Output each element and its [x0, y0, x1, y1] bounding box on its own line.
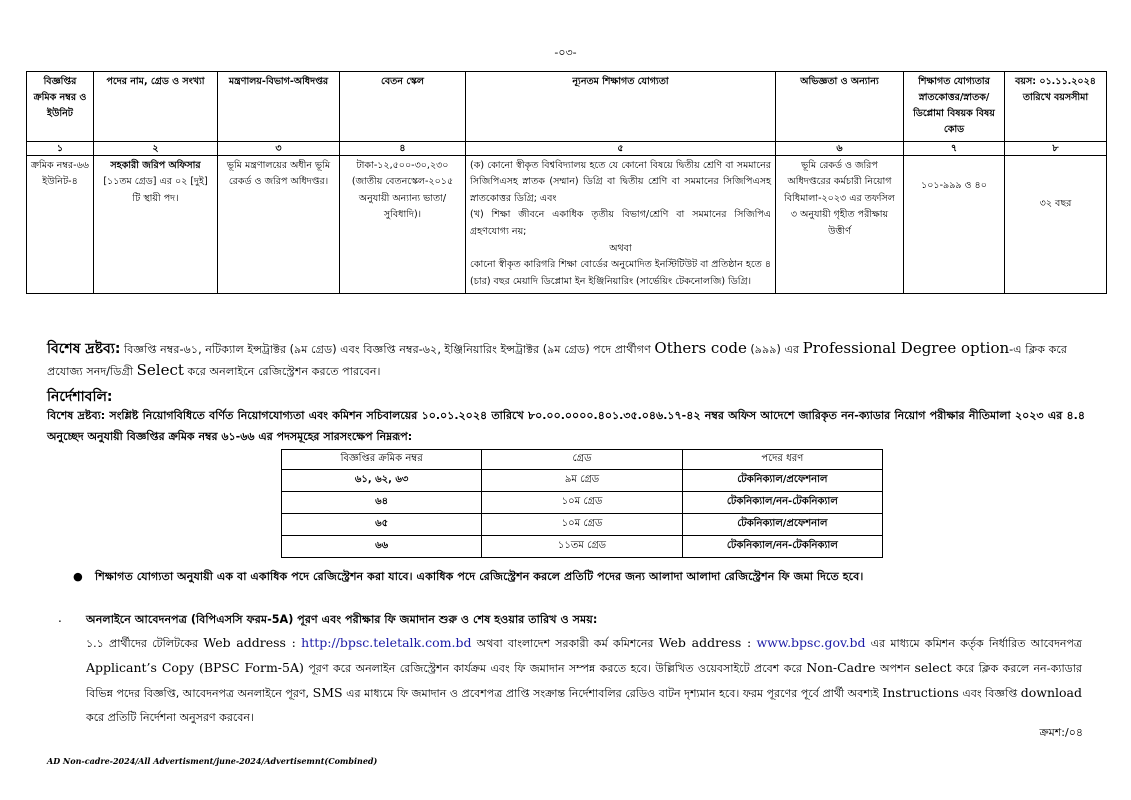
col-num: ৮	[1005, 141, 1107, 155]
apply-text: এর মাধ্যমে কমিশন কর্তৃক নির্ধারিত আবেদনপত্র	[865, 637, 1083, 650]
apply-section-title: অনলাইনে আবেদনপত্র (বিপিএসসি ফরম-5A) পূরণ এবং পরীক্ষার ফি জমাদান শুরু ও শেষ হওয়ার তারিখ ও সময়:	[86, 613, 598, 626]
apply-text: পূরণ করে অনলাইন রেজিস্ট্রেশন কার্যক্রম এবং ফি জমাদান সম্পন্ন করতে হবে। উল্লিখিত ওয়েবসাইটে প্রবেশ করে	[303, 662, 807, 675]
download-text: download	[1020, 685, 1082, 700]
qualification-a: (ক) কোনো স্বীকৃত বিশ্ববিদ্যালয় হতে যে কোনো বিষয়ে দ্বিতীয় শ্রেণি বা সমমানের সিজিপিএসহ স্নাতক (সম্মান) ডিগ্রি বা দ্বিতীয় শ্রেণি বা সমমানের সিজিপিএসহ স্নাতকোত্তর ডিগ্রি; এবং	[470, 159, 771, 204]
grade-cell: ১০ম গ্রেড	[482, 492, 682, 514]
post-name: সহকারী জরিপ অফিসার	[110, 159, 201, 171]
column-number-row	[27, 141, 1107, 155]
apply-text: অথবা বাংলাদেশ সরকারী কর্ম কমিশনের	[471, 637, 659, 650]
applicant-copy-text: Applicant’s Copy (BPSC Form-5A)	[86, 660, 304, 675]
note-text: (৯৯৯) এর	[746, 343, 803, 356]
bullet-icon: ●	[73, 570, 83, 583]
grade-cell: ৬৪	[282, 492, 482, 514]
cell-subject-code: ১০১-৯৯৯ ও ৪০	[904, 155, 1005, 293]
table-row	[282, 470, 883, 492]
continued-marker: ক্রমশ:/০৪	[1039, 726, 1083, 739]
col-num: ২	[94, 141, 218, 155]
cell-qualification	[466, 155, 776, 293]
apply-section-body	[86, 631, 1082, 730]
apply-text: করে প্রতিটি নির্দেশনা অনুসরণ করবেন।	[86, 711, 254, 724]
note-text: সংশ্লিষ্ট নিয়োগবিধিতে বর্ণিত নিয়োগযোগ্যতা এবং কমিশন সচিবালয়ের ১০.০১.২০২৪ তারিখে ৮০.০০.০০০০.৪০১.৩৫.০৪৬.১৭-৪২ নম্বর অফিস আদেশে জারিকৃত নন-ক্যাডার নিয়োগ পরীক্ষার নীতিমালা ২০২৩ এর ৪.৪ অনুচ্ছেদ অনুযায়ী বিজ্ঞপ্তির ক্রমিক নম্বর ৬১-৬৬ এর পদসমূহের সারসংক্ষেপ নিম্নরূপ:	[47, 409, 1085, 443]
header-subject-code: শিক্ষাগত যোগ্যতার স্নাতকোত্তর/স্নাতক/ ডিপ্লোমা বিষয়ক বিষয় কোড	[904, 72, 1005, 142]
grade-cell: ১০ম গ্রেড	[482, 514, 682, 536]
header-post: পদের নাম, গ্রেড ও সংখ্যা	[94, 72, 218, 142]
grade-cell: ৬৫	[282, 514, 482, 536]
cell-experience: ভূমি রেকর্ড ও জরিপ অধিদপ্তরের কর্মচারী নিয়োগ বিধিমালা-২০২৩ এর তফসিল ৩ অনুযায়ী গৃহীত পরীক্ষায় উত্তীর্ণ	[776, 155, 904, 293]
footer-path: AD Non-cadre-2024/All Advertisment/june-2024/Advertisemnt(Combined)	[47, 756, 378, 766]
apply-text: ১.১ প্রার্থীদের টেলিটকের	[86, 637, 204, 650]
post-detail: [১১তম গ্রেড] এর ০২ [দুই] টি স্থায়ী পদ।	[103, 176, 208, 204]
web-address-label: Web address :	[203, 635, 296, 650]
col-num: ৪	[340, 141, 466, 155]
table-row	[282, 492, 883, 514]
qualification-b: (খ) শিক্ষা জীবনে একাধিক তৃতীয় বিভাগ/শ্রেণি বা সমমানের সিজিপিএ গ্রহণযোগ্য নয়;	[470, 209, 771, 238]
list-dot-icon: .	[58, 611, 62, 625]
bpsc-link[interactable]: www.bpsc.gov.bd	[756, 635, 866, 650]
table-row	[282, 536, 883, 558]
qualification-c: কোনো স্বীকৃত কারিগরি শিক্ষা বোর্ডের অনুমোদিত ইনস্টিটিউট বা প্রতিষ্ঠান হতে ৪ (চার) বছর মেয়াদি ডিপ্লোমা ইন ইঞ্জিনিয়ারিং (সার্ভেয়িং টেকনোলজি) ডিগ্রি।	[470, 259, 771, 287]
grade-cell: ৬১, ৬২, ৬৩	[282, 470, 482, 492]
header-experience: অভিজ্ঞতা ও অন্যান্য	[776, 72, 904, 142]
note-text: করে অনলাইনে রেজিস্ট্রেশন করতে পারবেন।	[183, 365, 381, 378]
header-serial: বিজ্ঞপ্তির ক্রমিক নম্বর ও ইউনিট	[27, 72, 94, 142]
table-row	[27, 155, 1107, 293]
grade-header: পদের ধরণ	[682, 450, 882, 470]
header-ministry: মন্ত্রণালয়-বিভাগ-অধিদপ্তর	[218, 72, 340, 142]
bullet-note	[73, 568, 1093, 587]
note-text: -এ ক্লিক করে প্রযোজ্য সনদ/ডিগ্রী	[47, 343, 1068, 378]
special-note-label: বিশেষ দ্রষ্টব্য:	[47, 409, 106, 422]
special-note-2	[47, 405, 1085, 447]
grade-cell: টেকনিক্যাল/প্রফেশনাল	[682, 470, 882, 492]
bullet-text: শিক্ষাগত যোগ্যতা অনুযায়ী এক বা একাধিক পদে রেজিস্ট্রেশন করা যাবে। একাধিক পদে রেজিস্ট্রেশন করলে প্রতিটি পদের জন্য আলাদা আলাদা রেজিস্ট্রেশন ফি জমা দিতে হবে।	[95, 570, 864, 583]
col-num: ৩	[218, 141, 340, 155]
web-address-label: Web address :	[658, 635, 752, 650]
grade-header: গ্রেড	[482, 450, 682, 470]
apply-text: এবং বিজ্ঞপ্তি	[958, 687, 1021, 700]
col-num: ৭	[904, 141, 1005, 155]
apply-text: করে ক্লিক করলে নন-ক্যাডার বিভিন্ন পদের বিজ্ঞপ্তি, আবেদনপত্র অনলাইনে পূরণ,	[86, 662, 1082, 700]
post-details-table	[26, 71, 1107, 294]
table-row	[282, 514, 883, 536]
instructions-text: Instructions	[882, 685, 959, 700]
table-header-row	[27, 72, 1107, 142]
page-number: -০৩-	[554, 46, 577, 59]
header-pay: বেতন স্কেল	[340, 72, 466, 142]
header-qualification: ন্যূনতম শিক্ষাগত যোগ্যতা	[466, 72, 776, 142]
cell-post	[94, 155, 218, 293]
grade-cell: টেকনিক্যাল/প্রফেশনাল	[682, 514, 882, 536]
col-num: ৬	[776, 141, 904, 155]
grade-summary-table	[281, 449, 883, 558]
special-note-label: বিশেষ দ্রষ্টব্য:	[47, 341, 121, 357]
sms-text: SMS	[312, 685, 343, 700]
others-code-text: Others code	[654, 339, 747, 357]
professional-degree-text: Professional Degree option	[802, 339, 1010, 357]
col-num: ৫	[466, 141, 776, 155]
cell-pay-scale: টাকা-১২,৫০০-৩০,২৩০ (জাতীয় বেতনস্কেল-২০১৫ অনুযায়ী অন্যান্য ভাতা/সুবিধাদি)।	[340, 155, 466, 293]
instructions-title: নির্দেশাবলি:	[47, 389, 113, 405]
special-note-1	[47, 338, 1087, 382]
cell-serial: ক্রমিক নম্বর-৬৬ ইউনিট-৪	[27, 155, 94, 293]
apply-text: এর মাধ্যমে ফি জমাদান ও প্রবেশপত্র প্রাপ্তি সংক্রান্ত নির্দেশাবলির রেডিও বাটন দৃশ্যমান হবে। ফরম পূরণের পূর্বে প্রার্থী অবশ্যই	[342, 687, 883, 700]
grade-header: বিজ্ঞপ্তির ক্রমিক নম্বর	[282, 450, 482, 470]
grade-cell: ১১তম গ্রেড	[482, 536, 682, 558]
grade-cell: টেকনিক্যাল/নন-টেকনিক্যাল	[682, 536, 882, 558]
select-text: Select	[136, 361, 184, 379]
select-text: select	[914, 660, 952, 675]
qualification-or: অথবা	[609, 242, 632, 254]
grade-header-row	[282, 450, 883, 470]
cell-ministry: ভূমি মন্ত্রণালয়ের অধীন ভূমি রেকর্ড ও জরিপ অধিদপ্তর।	[218, 155, 340, 293]
cell-age: ৩২ বছর	[1005, 155, 1107, 293]
header-age: বয়স: ০১.১১.২০২৪ তারিখে বয়সসীমা	[1005, 72, 1107, 142]
note-text: বিজ্ঞপ্তি নম্বর-৬১, নটিক্যাল ইন্সট্রাক্টর (৯ম গ্রেড) এবং বিজ্ঞপ্তি নম্বর-৬২, ইঞ্জিনিয়ারিং ইন্সট্রাক্টর (৯ম গ্রেড) পদে প্রার্থীগণ	[120, 343, 655, 356]
apply-text: অপশন	[875, 662, 915, 675]
col-num: ১	[27, 141, 94, 155]
grade-cell: ৯ম গ্রেড	[482, 470, 682, 492]
grade-cell: ৬৬	[282, 536, 482, 558]
non-cadre-text: Non-Cadre	[806, 660, 876, 675]
teletalk-link[interactable]: http://bpsc.teletalk.com.bd	[301, 635, 472, 650]
grade-cell: টেকনিক্যাল/নন-টেকনিক্যাল	[682, 492, 882, 514]
